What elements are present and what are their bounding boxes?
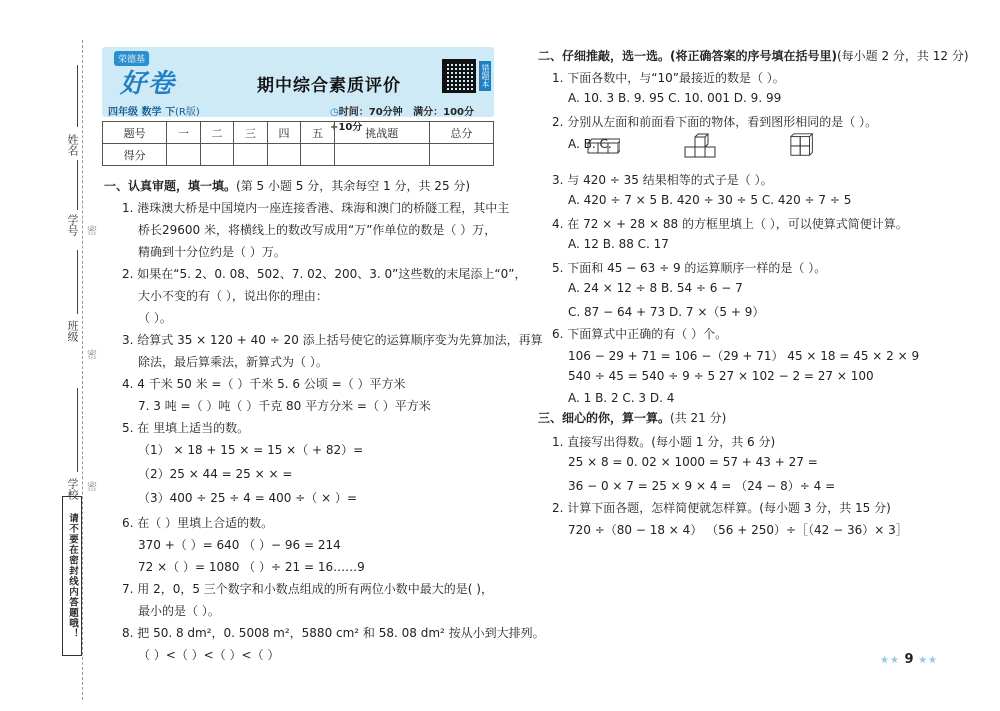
score-cell: 得分 [103, 144, 167, 166]
question-line [552, 171, 773, 188]
grade-label [108, 103, 200, 118]
line-text: 精确到十分位约是（ ）万。 [138, 245, 286, 259]
question-line [552, 113, 877, 130]
line-text: 5. 下面和 45 − 63 ÷ 9 的运算顺序一样的是（ ）。 [552, 261, 827, 275]
line-text: 二、仔细推敲，选一选。(将正确答案的序号填在括号里) [538, 49, 837, 63]
line-text: 4. 在 72 × + 28 × 88 的方框里填上（ ），可以使算式简便计算。 [552, 217, 908, 231]
question-line [568, 347, 919, 364]
question-line [568, 91, 781, 105]
line-text: 4. 4 千米 50 米 =（ ）千米 5. 6 公顷 =（ ）平方米 [122, 377, 406, 391]
line-text: 370 +（ ）= 640 （ ）− 96 = 214 [138, 538, 341, 552]
id-blank[interactable] [77, 160, 78, 210]
score-cell[interactable] [200, 144, 234, 166]
line-text: A. B. C. [568, 137, 612, 151]
question-line [122, 624, 545, 641]
question-line [568, 477, 835, 494]
line-text: 1. 直接写出得数。(每小题 1 分，共 6 分) [552, 435, 776, 449]
question-line [122, 514, 273, 531]
score-cell[interactable] [301, 144, 335, 166]
id-label: 学号 [66, 214, 79, 236]
line-text: 2. 分别从左面和前面看下面的物体，看到图形相同的是（ ）。 [552, 115, 878, 129]
page-number [880, 652, 938, 667]
line-text: 7. 用 2，0，5 三个数字和小数点组成的所有两位小数中最大的是( )， [122, 582, 493, 596]
line-text: 540 ÷ 45 = 540 ÷ 9 ÷ 5 27 × 102 − 2 = 27 × 100 [568, 369, 874, 383]
line-text: 2. 如果在“5. 2、0. 08、502、7. 02、200、3. 0”这些数的末尾添上“0”， [122, 267, 527, 281]
score-header-cell: 二 [200, 122, 234, 144]
line-text: 6. 在（ ）里填上合适的数。 [122, 516, 274, 530]
line-text: A. 12 B. 88 C. 17 [568, 237, 669, 251]
score-header-cell: 总分 [429, 122, 493, 144]
question-line [568, 455, 818, 469]
section-heading [538, 47, 969, 64]
line-text: 7. 3 吨 =（ ）吨（ ）千克 80 平方分米 =（ ）平方米 [138, 399, 431, 413]
question-line [552, 215, 908, 232]
line-text: 桥长29600 米，将横线上的数改写成用“万”作单位的数是（ ）万， [138, 223, 497, 237]
line-text: A. 420 ÷ 7 × 5 B. 420 ÷ 30 ÷ 5 C. 420 ÷ 7 ÷ 5 [568, 193, 852, 207]
score-header-cell: 五 [301, 122, 335, 144]
class-blank[interactable] [77, 250, 78, 314]
line-text: 8. 把 50. 8 dm²，0. 5008 m²，5880 cm² 和 58. 08 dm² 按从小到大排列。 [122, 626, 545, 640]
question-line [568, 303, 764, 320]
seal-mark-2: 密 [87, 350, 97, 361]
question-line [138, 397, 431, 414]
line-text: 3. 与 420 ÷ 35 结果相等的式子是（ ）。 [552, 173, 773, 187]
line-text: （3）400 ÷ 25 ÷ 4 = 400 ÷（ × ）= [138, 491, 358, 505]
seal-warning: 请不要在密封线内答题哦！ [62, 496, 82, 656]
question-line [552, 499, 891, 516]
line-text: 一、认真审题，填一填。 [104, 179, 237, 193]
star-icon: ★★ [880, 655, 900, 666]
score-cell[interactable] [234, 144, 268, 166]
score-header-cell: 题号 [103, 122, 167, 144]
question-line [138, 441, 363, 458]
score-cell[interactable] [167, 144, 201, 166]
question-line [138, 489, 357, 506]
school-blank[interactable] [77, 388, 78, 472]
line-text: （ ）<（ ）<（ ）<（ ） [138, 648, 280, 662]
question-line [568, 237, 669, 251]
question-line [568, 193, 851, 207]
question-line [138, 221, 496, 238]
question-line [568, 281, 743, 295]
line-text: 三、细心的你，算一算。 [538, 411, 671, 425]
score-row [103, 144, 494, 166]
binding-strip [0, 0, 98, 711]
score-header-row [103, 122, 494, 144]
question-line [568, 369, 874, 383]
class-label: 班级 [66, 320, 79, 342]
section-heading [104, 177, 470, 194]
question-line [138, 287, 328, 304]
total-text: 满分：100分+10分 [330, 107, 474, 133]
question-line [138, 602, 220, 619]
logo [108, 51, 198, 101]
name-blank[interactable] [77, 65, 78, 127]
score-header-cell: 一 [167, 122, 201, 144]
line-text: （ ）。 [138, 311, 172, 325]
question-line [568, 391, 674, 405]
line-text: 2. 计算下面各题，怎样简便就怎样算。(每小题 3 分，共 15 分) [552, 501, 891, 515]
line-text: 5. 在 里填上适当的数。 [122, 421, 250, 435]
star-icon-2: ★★ [918, 655, 938, 666]
logo-mark: 好卷 [120, 69, 177, 99]
time-text: 时间：70分钟 [338, 107, 403, 118]
seal-mark-3: 密 [87, 482, 97, 493]
question-line [138, 353, 328, 370]
score-cell[interactable] [334, 144, 429, 166]
question-line [552, 325, 727, 342]
question-line [122, 199, 509, 216]
question-line [138, 243, 286, 260]
qr-tag: 错题本 [479, 61, 491, 91]
line-text: 720 ÷（80 − 18 × 4） （56 + 250）÷［（42 − 36）× 3］ [568, 523, 908, 537]
question-line [138, 558, 365, 575]
page-title: 期中综合素质评价 [257, 76, 401, 96]
question-line [552, 69, 785, 86]
line-text: 106 − 29 + 71 = 106 −（29 + 71） 45 × 18 = 45 × 2 × 9 [568, 349, 920, 363]
school-label: 学校 [66, 478, 79, 500]
section-note: (每小题 2 分，共 12 分) [836, 49, 969, 63]
question-line [138, 536, 341, 553]
line-text: 6. 下面算式中正确的有（ ）个。 [552, 327, 728, 341]
cube-figure-a [586, 133, 620, 161]
cube-figure-c [786, 131, 820, 159]
brand-label: 荣德基 [114, 51, 149, 66]
qr-code-icon[interactable] [442, 59, 476, 93]
section-note: (共 21 分) [670, 411, 727, 425]
question-line [552, 259, 826, 276]
question-line [568, 521, 908, 538]
question-line [138, 465, 292, 482]
line-text: 3. 给算式 35 × 120 + 40 ÷ 20 添上括号使它的运算顺序变为先算加法，再算 [122, 333, 543, 347]
line-text: C. 87 − 64 + 73 D. 7 ×（5 + 9） [568, 305, 765, 319]
line-text: 大小不变的有（ ），说出你的理由： [138, 289, 328, 303]
question-line [122, 265, 526, 282]
seal-mark: 密 [87, 226, 97, 237]
line-text: 25 × 8 = 0. 02 × 1000 = 57 + 43 + 27 = [568, 455, 818, 469]
edition-text: (R版) [174, 107, 200, 118]
line-text: A. 1 B. 2 C. 3 D. 4 [568, 391, 675, 405]
line-text: 除法，最后算乘法，新算式为（ ）。 [138, 355, 328, 369]
question-line [138, 646, 279, 663]
section-note: (第 5 小题 5 分，其余每空 1 分，共 25 分) [236, 179, 471, 193]
question-line [122, 331, 543, 348]
seal-line [82, 40, 83, 700]
line-text: 1. 下面各数中，与“10”最接近的数是（ ）。 [552, 71, 785, 85]
grade-text: 四年级 数学 下 [108, 107, 175, 118]
score-header-cell: 挑战题 [334, 122, 429, 144]
line-text: 1. 港珠澳大桥是中国境内一座连接香港、珠海和澳门的桥隧工程，其中主 [122, 201, 510, 215]
score-table [102, 121, 494, 166]
line-text: 72 ×（ ）= 1080 （ ）÷ 21 = 16……9 [138, 560, 365, 574]
score-header-cell: 四 [267, 122, 301, 144]
line-text: A. 10. 3 B. 9. 95 C. 10. 001 D. 9. 99 [568, 91, 782, 105]
page-number-text: 9 [904, 652, 914, 667]
question-line [122, 580, 493, 597]
score-header-cell: 三 [234, 122, 268, 144]
name-label: 姓名 [66, 134, 79, 156]
line-text: （2）25 × 44 = 25 × × = [138, 467, 293, 481]
section-heading [538, 409, 726, 426]
line-text: A. 24 × 12 ÷ 8 B. 54 ÷ 6 − 7 [568, 281, 743, 295]
question-line [138, 309, 172, 326]
line-text: 最小的是（ ）。 [138, 604, 220, 618]
clock-icon: ◷ [330, 107, 339, 118]
score-cell[interactable] [267, 144, 301, 166]
question-line [552, 433, 775, 450]
score-cell[interactable] [429, 144, 493, 166]
question-line [122, 375, 406, 392]
question-line [122, 419, 249, 436]
line-text: 36 − 0 × 7 = 25 × 9 × 4 = （24 − 8）÷ 4 = [568, 479, 836, 493]
cube-figure-b [683, 133, 717, 161]
line-text: （1） × 18 + 15 × = 15 ×（ + 82）= [138, 443, 364, 457]
